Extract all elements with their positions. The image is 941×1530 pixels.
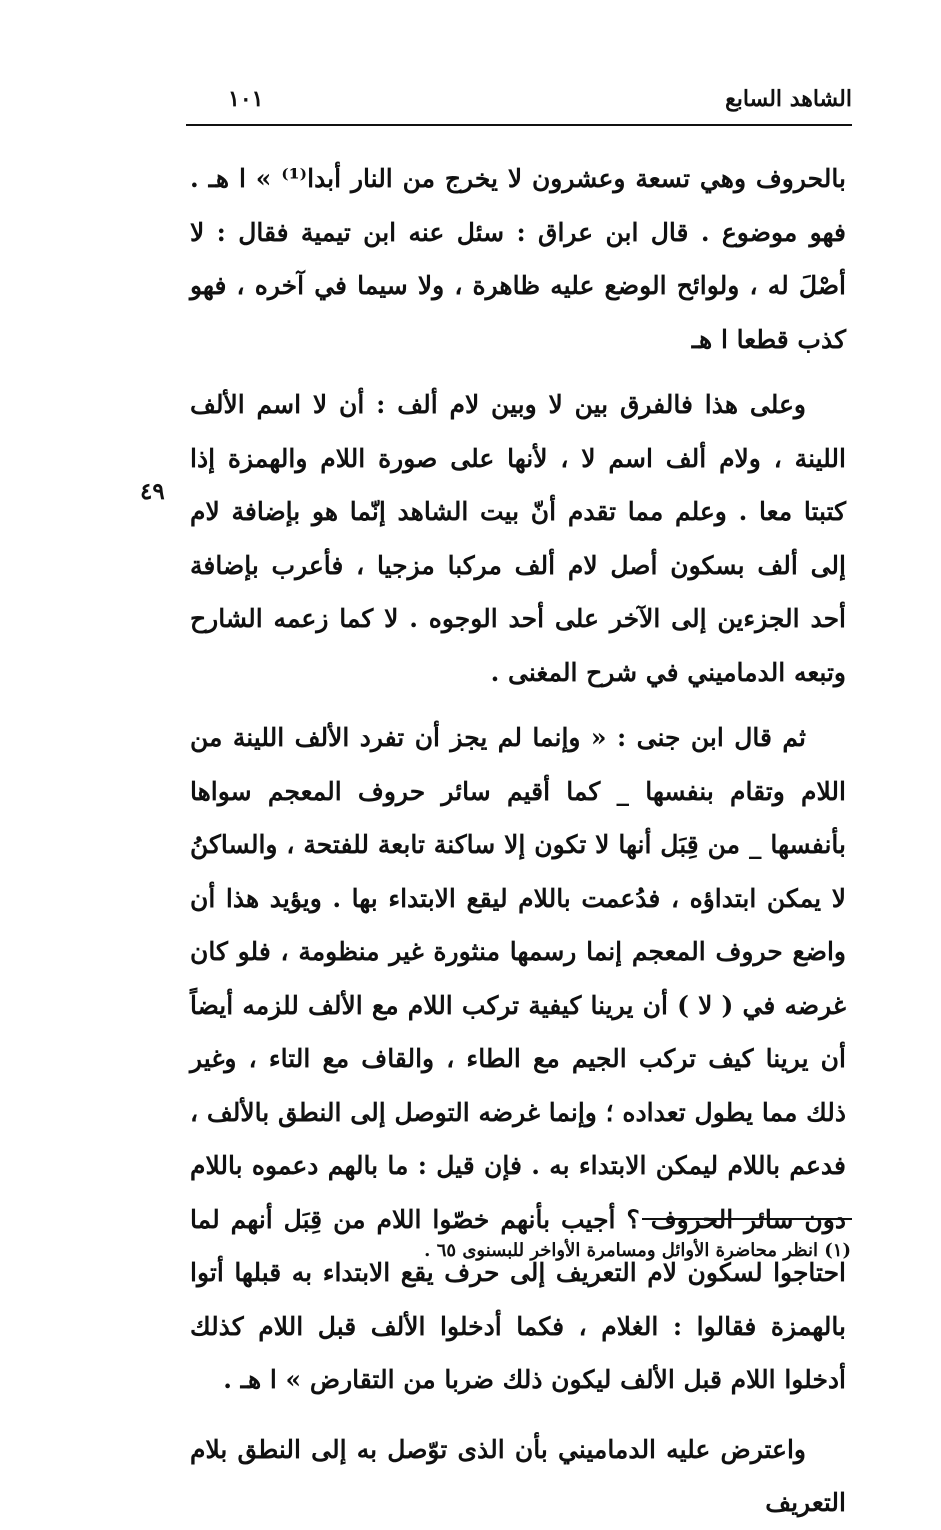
paragraph-4: واعترض عليه الدماميني بأن الذى توّصل به إلى النطق بلام التعريف (190, 1434, 846, 1517)
page-number: ١٠١ (228, 86, 264, 112)
margin-note: ٤٩ (140, 478, 165, 505)
footnote-rule (642, 1218, 852, 1220)
header-rule (186, 124, 852, 126)
footnote: (١) انظر محاضرة الأوائل ومسامرة الأواخر للبسنوى ٦٥ . (424, 1240, 851, 1261)
running-head (188, 82, 852, 122)
body-text (190, 152, 846, 1530)
paragraph-2: وعلى هذا فالفرق بين لا وبين لام ألف : أن لا اسم الألف اللينة ، ولام ألف اسم لا ، لأنها على صورة اللام والهمزة إذا كتبتا معا . وعلم مما تقدم أنّ بيت الشاهد إنّما هو بإضافة لام إلى ألف بسكون أصل لام ألف مركبا مزجيا ، فأعرب بإضافة أحد الجزءين إلى الآخر على أحد الوجوه . لا كما زعمه الشارح وتبعه الدماميني في شرح المغنى . (190, 390, 846, 687)
running-title: الشاهد السابع (725, 86, 852, 112)
paragraph-1: بالحروف وهي تسعة وعشرون لا يخرج من النار أبدا⁽¹⁾ » ا هـ . فهو موضوع . قال ابن عراق : سئل عنه ابن تيمية فقال : لا أصْلَ له ، ولوائح الوضع عليه ظاهرة ، ولا سيما في آخره ، فهو كذب قطعا ا هـ (190, 164, 847, 354)
paragraph-3: ثم قال ابن جنى : « وإنما لم يجز أن تفرد الألف اللينة من اللام وتقام بنفسها _ كما أقيم سائر حروف المعجم سواها بأنفسها _ من قِبَل أنها لا تكون إلا ساكنة تابعة للفتحة ، والساكنُ لا يمكن ابتداؤه ، فدُعمت باللام ليقع الابتداء بها . ويؤيد هذا أن واضع حروف المعجم إنما رسمها منثورة غير منظومة ، فلو كان غرضه في ( لا ) أن يرينا كيفية تركب اللام مع الألف للزمه أيضاً أن يرينا كيف تركب الجيم مع الطاء ، والقاف مع التاء ، وغير ذلك مما يطول تعداده ؛ وإنما غرضه التوصل إلى النطق بالألف ، فدعم باللام ليمكن الابتداء به . فإن قيل : ما بالهم دعموه باللام دون سائر الحروف ؟ أجيب بأنهم خصّوا اللام من قِبَل أنهم لما احتاجوا لسكون لام التعريف إلى حرف يقع الابتداء به قبلها أتوا بالهمزة فقالوا : الغلام ، فكما أدخلوا الألف قبل اللام كذلك أدخلوا اللام قبل الألف ليكون ذلك ضربا من التقارض » ا هـ . (190, 723, 846, 1394)
